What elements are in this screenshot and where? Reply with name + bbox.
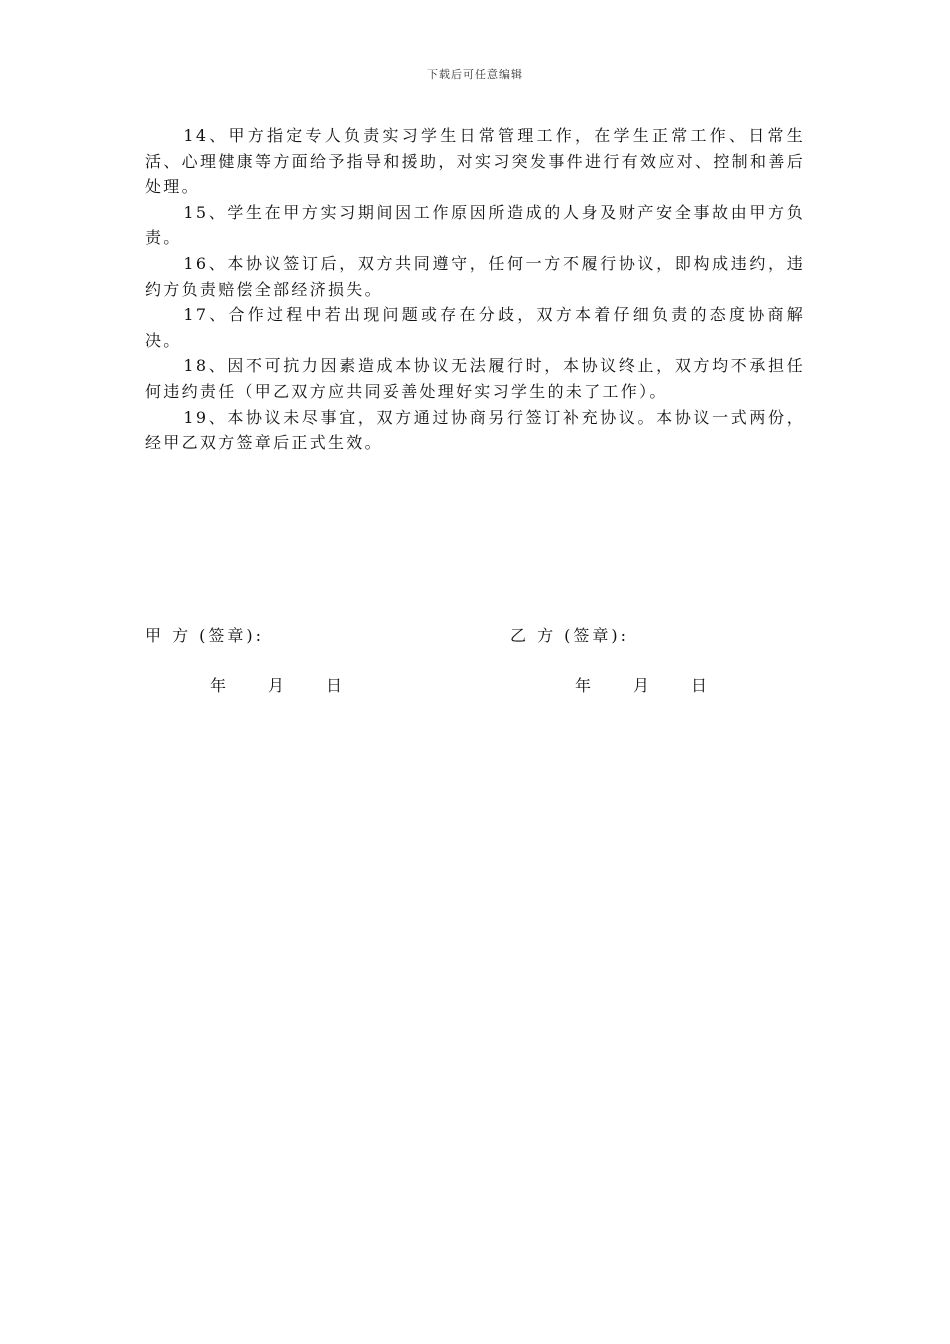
party-a-signature-label: 甲 方 (签章): — [145, 626, 265, 645]
party-b-date — [575, 673, 749, 696]
clause-14: 14、甲方指定专人负责实习学生日常管理工作，在学生正常工作、日常生活、心理健康等方面给予指导和援助，对实习突发事件进行有效应对、控制和善后处理。 — [145, 126, 805, 197]
party-b-year-label: 年 — [575, 676, 592, 695]
clause-16: 16、本协议签订后，双方共同遵守，任何一方不履行协议，即构成违约，违约方负责赔偿全部经济损失。 — [145, 253, 805, 299]
party-a-day-label: 日 — [326, 676, 343, 695]
agreement-clauses — [145, 123, 805, 456]
party-a-month-label: 月 — [268, 676, 285, 695]
party-b-day-label: 日 — [691, 676, 708, 695]
clause-18: 18、因不可抗力因素造成本协议无法履行时，本协议终止，双方均不承担任何违约责任（甲乙双方应共同妥善处理好实习学生的未了工作）。 — [145, 356, 805, 401]
party-b-month-label: 月 — [633, 676, 650, 695]
party-a-date — [210, 673, 384, 696]
party-a-year-label: 年 — [210, 676, 227, 695]
clause-17: 17、合作过程中若出现问题或存在分歧，双方本着仔细负责的态度协商解决。 — [145, 305, 805, 350]
page-header: 下载后可任意编辑 — [427, 68, 523, 81]
clause-15: 15、学生在甲方实习期间因工作原因所造成的人身及财产安全事故由甲方负责。 — [145, 202, 805, 248]
clause-19: 19、本协议未尽事宜，双方通过协商另行签订补充协议。本协议一式两份，经甲乙双方签章后正式生效。 — [145, 407, 805, 453]
party-b-signature-label: 乙 方 (签章): — [510, 626, 630, 645]
